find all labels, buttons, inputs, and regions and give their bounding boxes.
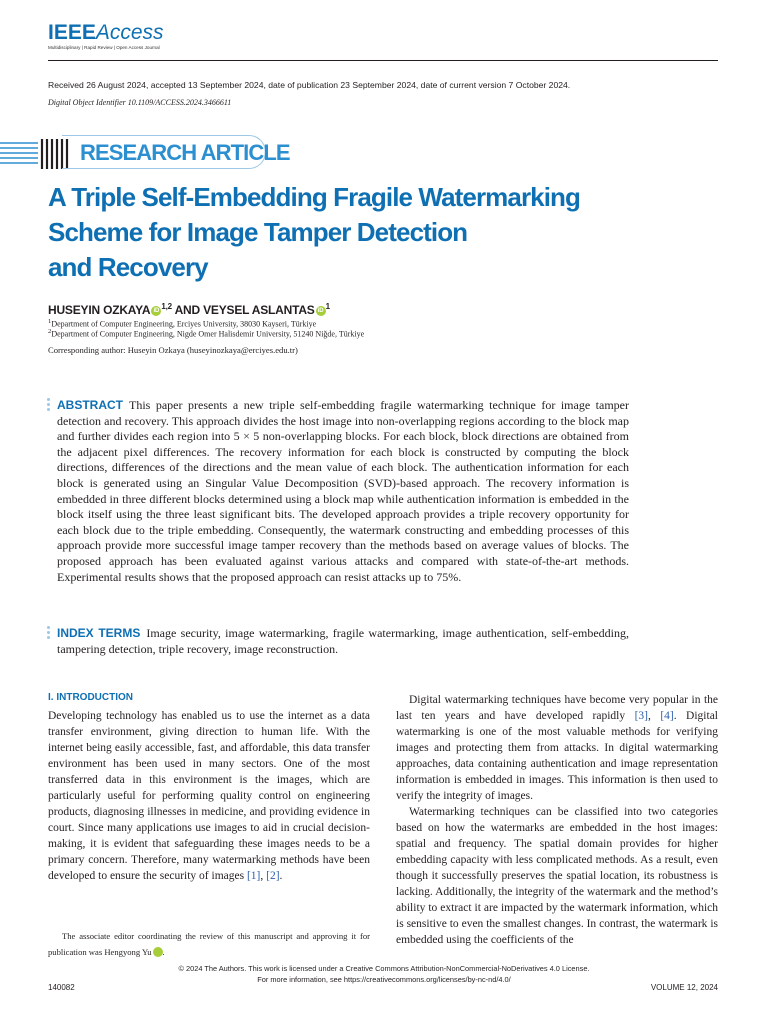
banner-stripes-icon: [0, 136, 70, 172]
received-dates: Received 26 August 2024, accepted 13 September 2024, date of publication 23 September 2024, date of current version 7 October 2024.: [48, 80, 571, 90]
citation-link[interactable]: [4]: [660, 710, 674, 722]
journal-tagline: Multidisciplinary | Rapid Review | Open Access Journal: [48, 45, 160, 50]
affiliation-2-text: Department of Computer Engineering, Nigde Omer Halisdemir University, 51240 Niğde, Türkiye: [51, 329, 365, 339]
footnote-text: The associate editor coordinating the review of this manuscript and approving it for publication was Hengyong Yu: [48, 931, 370, 957]
doi: Digital Object Identifier 10.1109/ACCESS.2024.3466611: [48, 98, 232, 107]
citation-link[interactable]: [2]: [266, 870, 280, 882]
index-terms-label: INDEX TERMS: [57, 626, 141, 640]
license-line-1: © 2024 The Authors. This work is licensed under a Creative Commons Attribution-NonCommercial-NoDerivatives 4.0 License.: [178, 964, 590, 973]
intro-right-p1-b: . Digital watermarking is one of the most valuable methods for verifying images and protecting them from attacks. In digital watermarking approaches, data containing authentication and image representation information is embedded in images. This information is then used to verify the integrity of images.: [396, 710, 718, 802]
sentence-end: .: [279, 870, 283, 882]
paper-title: [48, 180, 668, 285]
corresponding-author: Corresponding author: Huseyin Ozkaya (huseyinozkaya@erciyes.edu.tr): [48, 345, 298, 355]
author-list: [48, 302, 330, 317]
author-and: AND: [174, 303, 200, 317]
article-type-label: RESEARCH ARTICLE: [80, 140, 290, 165]
header-rule: [48, 60, 718, 61]
right-column-text: [396, 692, 718, 948]
title-line-2: Scheme for Image Tamper Detection: [48, 217, 468, 247]
logo-access: Access: [95, 21, 164, 44]
intro-left-text: Developing technology has enabled us to use the internet as a data transfer environment, giving direction to human life. With the internet being easily accessible, fast, and affordable, this data transfer environment has been used in many sectors. One of the most transferred data in this environment is the images, which are particularly useful for performing quality control on engineering products, diagnosing illnesses in medicine, and providing evidence in court. Since many applications use images to aid in crucial decision-making, it is evident that safeguarding these images needs to be a primary concern. Therefore, many watermarking methods have been developed to ensure the security of images: [48, 710, 370, 882]
citation-link[interactable]: [3]: [634, 710, 648, 722]
intro-right-p1-a: Digital watermarking techniques have become very popular in the last ten years and have developed rapidly: [396, 694, 718, 722]
citation-link[interactable]: [1]: [246, 870, 261, 882]
index-terms-dots-icon: [47, 626, 51, 641]
affiliation-1-text: Department of Computer Engineering, Erciyes University, 38030 Kayseri, Türkiye: [51, 319, 317, 329]
affiliation-2: [48, 328, 364, 339]
author-2-name: VEYSEL ASLANTAS: [203, 303, 315, 317]
author-1-name: HUSEYIN OZKAYA: [48, 303, 151, 317]
footnote-end: .: [162, 947, 165, 957]
left-column-text: [48, 708, 370, 884]
index-terms: [57, 626, 629, 657]
index-terms-text: Image security, image watermarking, fragile watermarking, image authentication, self-embedding, tampering detection, triple recovery, image reconstruction.: [57, 626, 629, 656]
journal-logo: [48, 22, 164, 44]
editor-footnote: [48, 928, 370, 960]
orcid-icon[interactable]: iD: [153, 947, 163, 957]
intro-right-paragraph-2: Watermarking techniques can be classified into two categories based on how the watermarks are embedded in the host images: spatial and frequency. The spatial domain provides for higher embedding capacity with less complicated methods. As a result, even though it successfully preserves the spatial location, its robustness is lacking. Additionally, the integrity of the watermark and the method’s ability to extract it are impacted by the watermark information, which is sensitive to even the smallest changes. In contrast, the watermark is embedded using the coefficients of the: [396, 806, 718, 946]
author-1-affil: 1,2: [161, 302, 172, 311]
abstract-dots-icon: [47, 398, 51, 413]
volume-label: VOLUME 12, 2024: [650, 983, 718, 992]
title-line-1: A Triple Self-Embedding Fragile Watermarking: [48, 182, 581, 212]
affiliation-2-num: 2: [48, 328, 52, 335]
citation-separator: ,: [260, 870, 267, 882]
page-number: 140082: [48, 983, 75, 992]
citation-separator: ,: [647, 710, 661, 722]
orcid-icon[interactable]: iD: [151, 306, 161, 316]
author-2-affil: 1: [325, 302, 330, 311]
abstract-label: ABSTRACT: [57, 398, 123, 412]
license-line-2[interactable]: For more information, see https://creativecommons.org/licenses/by-nc-nd/4.0/: [257, 975, 511, 984]
abstract-text: This paper presents a new triple self-embedding fragile watermarking technique for image tamper detection and recovery. This approach divides the host image into non-overlapping regions according to the block map and further divides each region into 5 × 5 non-overlapping blocks. For each block, block directions are obtained from the adjacent pixel differences. The recovery information for each block is constructed by computing the block directions, differences of the directions and the mean value of each block. The authentication information for each block is generated using an Singular Value Decomposition (SVD)-based approach. The recovery information is embedded in three different blocks determined using a block map while authentication information is embedded in the block itself using the three least significant bits. The developed approach provides a triple recovery opportunity for each block due to the triple embedding. Consequently, the watermark constructing and embedding processes of this approach provide more successful image tamper recovery than the methods based on average values of blocks. The proposed approach has been evaluated against various attacks and compared with state-of-the-art methods. Experimental results shows that the proposed approach can resist attacks up to 75%.: [57, 398, 629, 584]
abstract: [57, 398, 629, 585]
title-line-3: and Recovery: [48, 252, 208, 282]
orcid-icon[interactable]: iD: [316, 306, 326, 316]
logo-ieee: IEEE: [48, 21, 96, 44]
affiliation-1-num: 1: [48, 318, 52, 325]
section-heading-introduction: I. INTRODUCTION: [48, 692, 133, 703]
intro-right-paragraph-1: [396, 692, 718, 804]
